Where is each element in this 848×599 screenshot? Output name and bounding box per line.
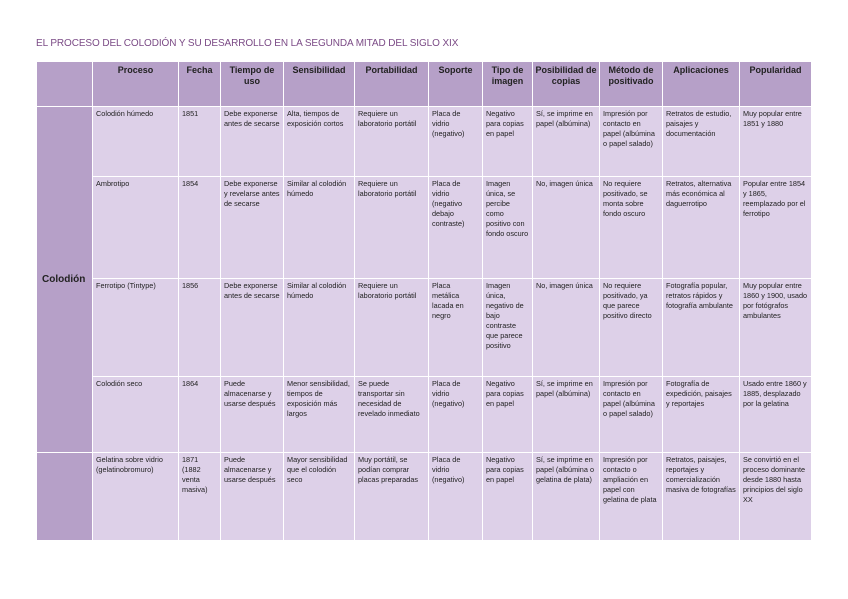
colodion-table (36, 61, 812, 541)
cell-portabilidad: Se puede transportar sin necesidad de revelado inmediato (355, 377, 429, 453)
cell-portabilidad: Requiere un laboratorio portátil (355, 107, 429, 177)
header-soporte: Soporte (429, 62, 483, 107)
cell-fecha: 1871 (1882 venta masiva) (179, 453, 221, 541)
header-fecha: Fecha (179, 62, 221, 107)
group-cell-empty (37, 453, 93, 541)
header-portabilidad: Portabilidad (355, 62, 429, 107)
table-row (37, 107, 812, 177)
cell-popularidad: Popular entre 1854 y 1865, reemplazado por el ferrotipo (740, 177, 812, 279)
cell-tipo: Negativo para copias en papel (483, 377, 533, 453)
cell-soporte: Placa de vidrio (negativo debajo contraste) (429, 177, 483, 279)
cell-aplicaciones: Fotografía de expedición, paisajes y reportajes (663, 377, 740, 453)
document-title: EL PROCESO DEL COLODIÓN Y SU DESARROLLO EN LA SEGUNDA MITAD DEL SIGLO XIX (36, 38, 459, 49)
cell-soporte: Placa de vidrio (negativo) (429, 453, 483, 541)
table-row (37, 377, 812, 453)
cell-sensibilidad: Menor sensibilidad, tiempos de exposición más largos (284, 377, 355, 453)
header-aplicaciones: Aplicaciones (663, 62, 740, 107)
cell-portabilidad: Requiere un laboratorio portátil (355, 279, 429, 377)
header-copias: Posibilidad de copias (533, 62, 600, 107)
cell-copias: No, imagen única (533, 177, 600, 279)
header-proceso: Proceso (93, 62, 179, 107)
header-tipo: Tipo de imagen (483, 62, 533, 107)
cell-tipo: Imagen única, se percibe como positivo con fondo oscuro (483, 177, 533, 279)
cell-proceso: Colodión húmedo (93, 107, 179, 177)
cell-sensibilidad: Similar al colodión húmedo (284, 177, 355, 279)
table-row (37, 279, 812, 377)
cell-proceso: Ferrotipo (Tintype) (93, 279, 179, 377)
cell-aplicaciones: Fotografía popular, retratos rápidos y fotografía ambulante (663, 279, 740, 377)
cell-fecha: 1851 (179, 107, 221, 177)
group-label: Colodión (37, 107, 93, 453)
cell-popularidad: Muy popular entre 1851 y 1880 (740, 107, 812, 177)
cell-tipo: Negativo para copias en papel (483, 453, 533, 541)
cell-soporte: Placa de vidrio (negativo) (429, 377, 483, 453)
cell-soporte: Placa metálica lacada en negro (429, 279, 483, 377)
header-metodo: Método de positivado (600, 62, 663, 107)
cell-fecha: 1856 (179, 279, 221, 377)
cell-metodo: Impresión por contacto en papel (albúmina o papel salado) (600, 377, 663, 453)
cell-proceso: Colodión seco (93, 377, 179, 453)
cell-fecha: 1854 (179, 177, 221, 279)
cell-copias: Sí, se imprime en papel (albúmina) (533, 377, 600, 453)
cell-aplicaciones: Retratos, paisajes, reportajes y comercialización masiva de fotografías (663, 453, 740, 541)
cell-metodo: No requiere positivado, ya que parece positivo directo (600, 279, 663, 377)
header-tiempo: Tiempo de uso (221, 62, 284, 107)
cell-popularidad: Usado entre 1860 y 1885, desplazado por la gelatina (740, 377, 812, 453)
cell-aplicaciones: Retratos de estudio, paisajes y documentación (663, 107, 740, 177)
table-row (37, 453, 812, 541)
cell-copias: No, imagen única (533, 279, 600, 377)
cell-metodo: Impresión por contacto o ampliación en papel con gelatina de plata (600, 453, 663, 541)
cell-popularidad: Muy popular entre 1860 y 1900, usado por fotógrafos ambulantes (740, 279, 812, 377)
cell-copias: Sí, se imprime en papel (albúmina o gelatina de plata) (533, 453, 600, 541)
cell-metodo: Impresión por contacto en papel (albúmina o papel salado) (600, 107, 663, 177)
cell-tiempo: Debe exponerse antes de secarse (221, 107, 284, 177)
header-popularidad: Popularidad (740, 62, 812, 107)
cell-sensibilidad: Similar al colodión húmedo (284, 279, 355, 377)
cell-tiempo: Puede almacenarse y usarse después (221, 453, 284, 541)
cell-portabilidad: Requiere un laboratorio portátil (355, 177, 429, 279)
cell-metodo: No requiere positivado, se monta sobre fondo oscuro (600, 177, 663, 279)
cell-popularidad: Se convirtió en el proceso dominante desde 1880 hasta principios del siglo XX (740, 453, 812, 541)
cell-tiempo: Puede almacenarse y usarse después (221, 377, 284, 453)
cell-portabilidad: Muy portátil, se podían comprar placas preparadas (355, 453, 429, 541)
cell-sensibilidad: Mayor sensibilidad que el colodión seco (284, 453, 355, 541)
cell-proceso: Gelatina sobre vidrio (gelatinobromuro) (93, 453, 179, 541)
cell-tipo: Imagen única, negativo de bajo contraste que parece positivo (483, 279, 533, 377)
cell-proceso: Ambrotipo (93, 177, 179, 279)
cell-sensibilidad: Alta, tiempos de exposición cortos (284, 107, 355, 177)
header-group (37, 62, 93, 107)
cell-tiempo: Debe exponerse y revelarse antes de secarse (221, 177, 284, 279)
cell-tipo: Negativo para copias en papel (483, 107, 533, 177)
header-row (37, 62, 812, 107)
cell-fecha: 1864 (179, 377, 221, 453)
cell-soporte: Placa de vidrio (negativo) (429, 107, 483, 177)
cell-tiempo: Debe exponerse antes de secarse (221, 279, 284, 377)
header-sensibilidad: Sensibilidad (284, 62, 355, 107)
cell-aplicaciones: Retratos, alternativa más económica al daguerrotipo (663, 177, 740, 279)
cell-copias: Sí, se imprime en papel (albúmina) (533, 107, 600, 177)
table-row (37, 177, 812, 279)
